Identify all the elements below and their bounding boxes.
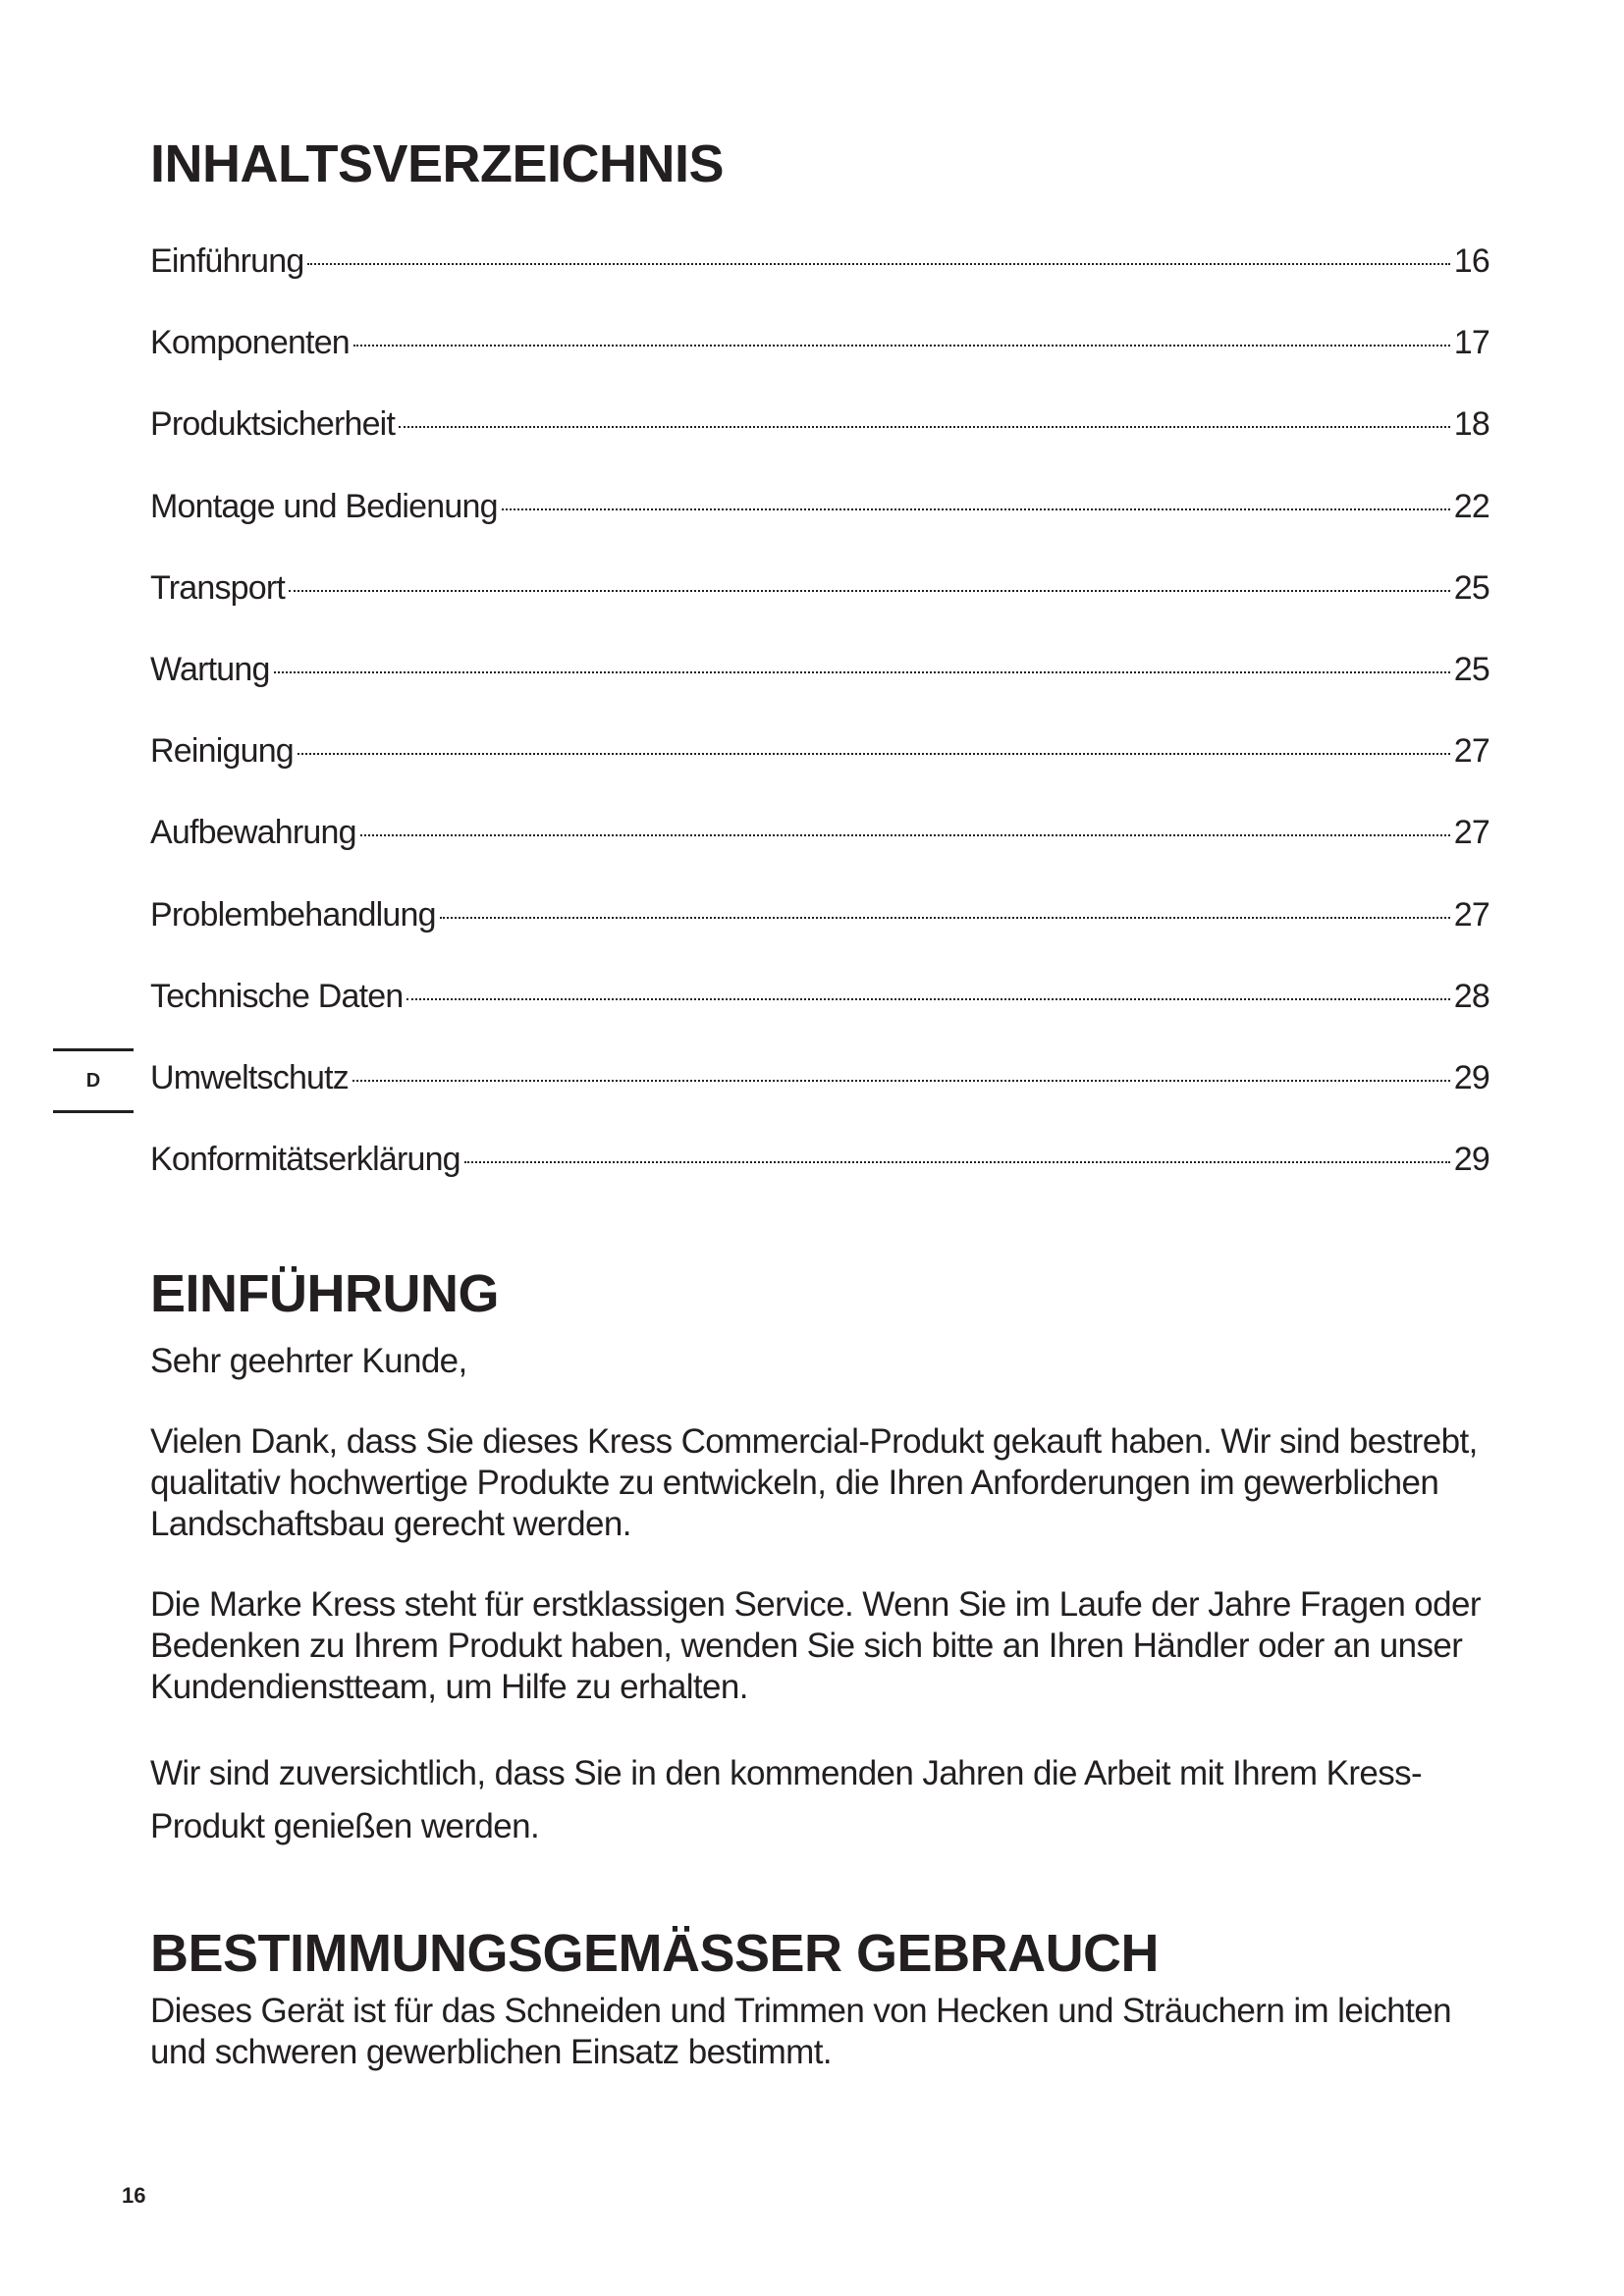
- toc-entry-page: 22: [1453, 487, 1489, 525]
- toc-entry-komponenten[interactable]: [150, 323, 1489, 404]
- toc-entry-label: Umweltschutz: [150, 1058, 350, 1096]
- toc-dot-leader: [307, 263, 1449, 265]
- toc-dot-leader: [502, 508, 1450, 510]
- usage-paragraph: Dieses Gerät ist für das Schneiden und Trimmen von Hecken und Sträuchern im leichten und schweren gewerblichen Einsatz bestimmt.: [150, 1992, 1452, 2071]
- language-tab-top-rule: [53, 1048, 134, 1051]
- intro-heading: EINFÜHRUNG: [150, 1264, 499, 1323]
- toc-entry-page: 28: [1453, 977, 1489, 1015]
- language-tab: [53, 1048, 134, 1113]
- toc-entry-label: Montage und Bedienung: [150, 487, 498, 525]
- toc-dot-leader: [274, 671, 1450, 673]
- toc-dot-leader: [399, 426, 1450, 428]
- toc-entry-technische-daten[interactable]: [150, 977, 1489, 1058]
- toc-entry-page: 25: [1453, 650, 1489, 688]
- toc-entry-label: Technische Daten: [150, 977, 404, 1015]
- toc-dot-leader: [353, 345, 1450, 347]
- toc-entry-page: 17: [1453, 324, 1489, 362]
- toc-dot-leader: [298, 753, 1450, 755]
- toc-entry-page: 16: [1453, 242, 1489, 280]
- toc-entry-page: 29: [1453, 1058, 1489, 1096]
- toc-entry-aufbewahrung[interactable]: [150, 813, 1489, 894]
- toc-entry-wartung[interactable]: [150, 650, 1489, 731]
- toc-dot-leader: [360, 834, 1450, 836]
- toc-dot-leader: [352, 1080, 1450, 1082]
- toc-dot-leader: [440, 917, 1450, 919]
- language-tab-bottom-rule: [53, 1110, 134, 1113]
- intro-greeting: Sehr geehrter Kunde,: [150, 1342, 467, 1380]
- toc-entry-label: Produktsicherheit: [150, 405, 396, 444]
- toc-entry-label: Problembehandlung: [150, 895, 436, 934]
- intro-paragraph: Wir sind zuversichtlich, dass Sie in den kommenden Jahren die Arbeit mit Ihrem Kress-Produkt genießen werden.: [150, 1754, 1423, 1845]
- toc-entry-page: 27: [1453, 895, 1489, 934]
- toc-entry-label: Einführung: [150, 242, 304, 280]
- toc-entry-montage-und-bedienung[interactable]: [150, 487, 1489, 568]
- page-number: 16: [122, 2183, 146, 2208]
- toc-entry-produktsicherheit[interactable]: [150, 404, 1489, 486]
- toc-entry-einfuehrung[interactable]: [150, 241, 1489, 323]
- toc-entry-konformitaetserklaerung[interactable]: [150, 1140, 1489, 1221]
- toc-entry-page: 27: [1453, 732, 1489, 771]
- toc-entry-umweltschutz[interactable]: [150, 1058, 1489, 1140]
- toc-entry-label: Konformitätserklärung: [150, 1141, 460, 1179]
- toc-entry-label: Komponenten: [150, 324, 350, 362]
- toc-entry-page: 29: [1453, 1141, 1489, 1179]
- toc-dot-leader: [464, 1161, 1450, 1163]
- intro-paragraph: Vielen Dank, dass Sie dieses Kress Commercial-Produkt gekauft haben. Wir sind bestrebt, qualitativ hochwertige Produkte zu entwickeln, die Ihren Anforderungen im gewerblichen Landschaftsbau gerecht werden.: [150, 1422, 1478, 1543]
- toc-entry-label: Transport: [150, 568, 286, 607]
- toc-dot-leader: [289, 590, 1450, 592]
- toc-heading: INHALTSVERZEICHNIS: [150, 134, 725, 193]
- toc-entry-label: Aufbewahrung: [150, 814, 356, 852]
- toc-entry-transport[interactable]: [150, 568, 1489, 650]
- toc-entry-page: 18: [1453, 405, 1489, 444]
- table-of-contents: [150, 241, 1489, 1221]
- toc-entry-reinigung[interactable]: [150, 731, 1489, 813]
- toc-entry-label: Reinigung: [150, 732, 294, 771]
- language-code: D: [85, 1070, 101, 1092]
- toc-entry-problembehandlung[interactable]: [150, 895, 1489, 977]
- intro-paragraph: Die Marke Kress steht für erstklassigen Service. Wenn Sie im Laufe der Jahre Fragen oder Bedenken zu Ihrem Produkt haben, wenden Sie sich bitte an Ihren Händler oder an unser Kundendienstteam, um Hilfe zu erhalten.: [150, 1585, 1481, 1706]
- usage-heading: BESTIMMUNGSGEMÄSSER GEBRAUCH: [150, 1924, 1160, 1983]
- toc-dot-leader: [406, 998, 1449, 1000]
- toc-entry-label: Wartung: [150, 650, 270, 688]
- toc-entry-page: 25: [1453, 568, 1489, 607]
- toc-entry-page: 27: [1453, 814, 1489, 852]
